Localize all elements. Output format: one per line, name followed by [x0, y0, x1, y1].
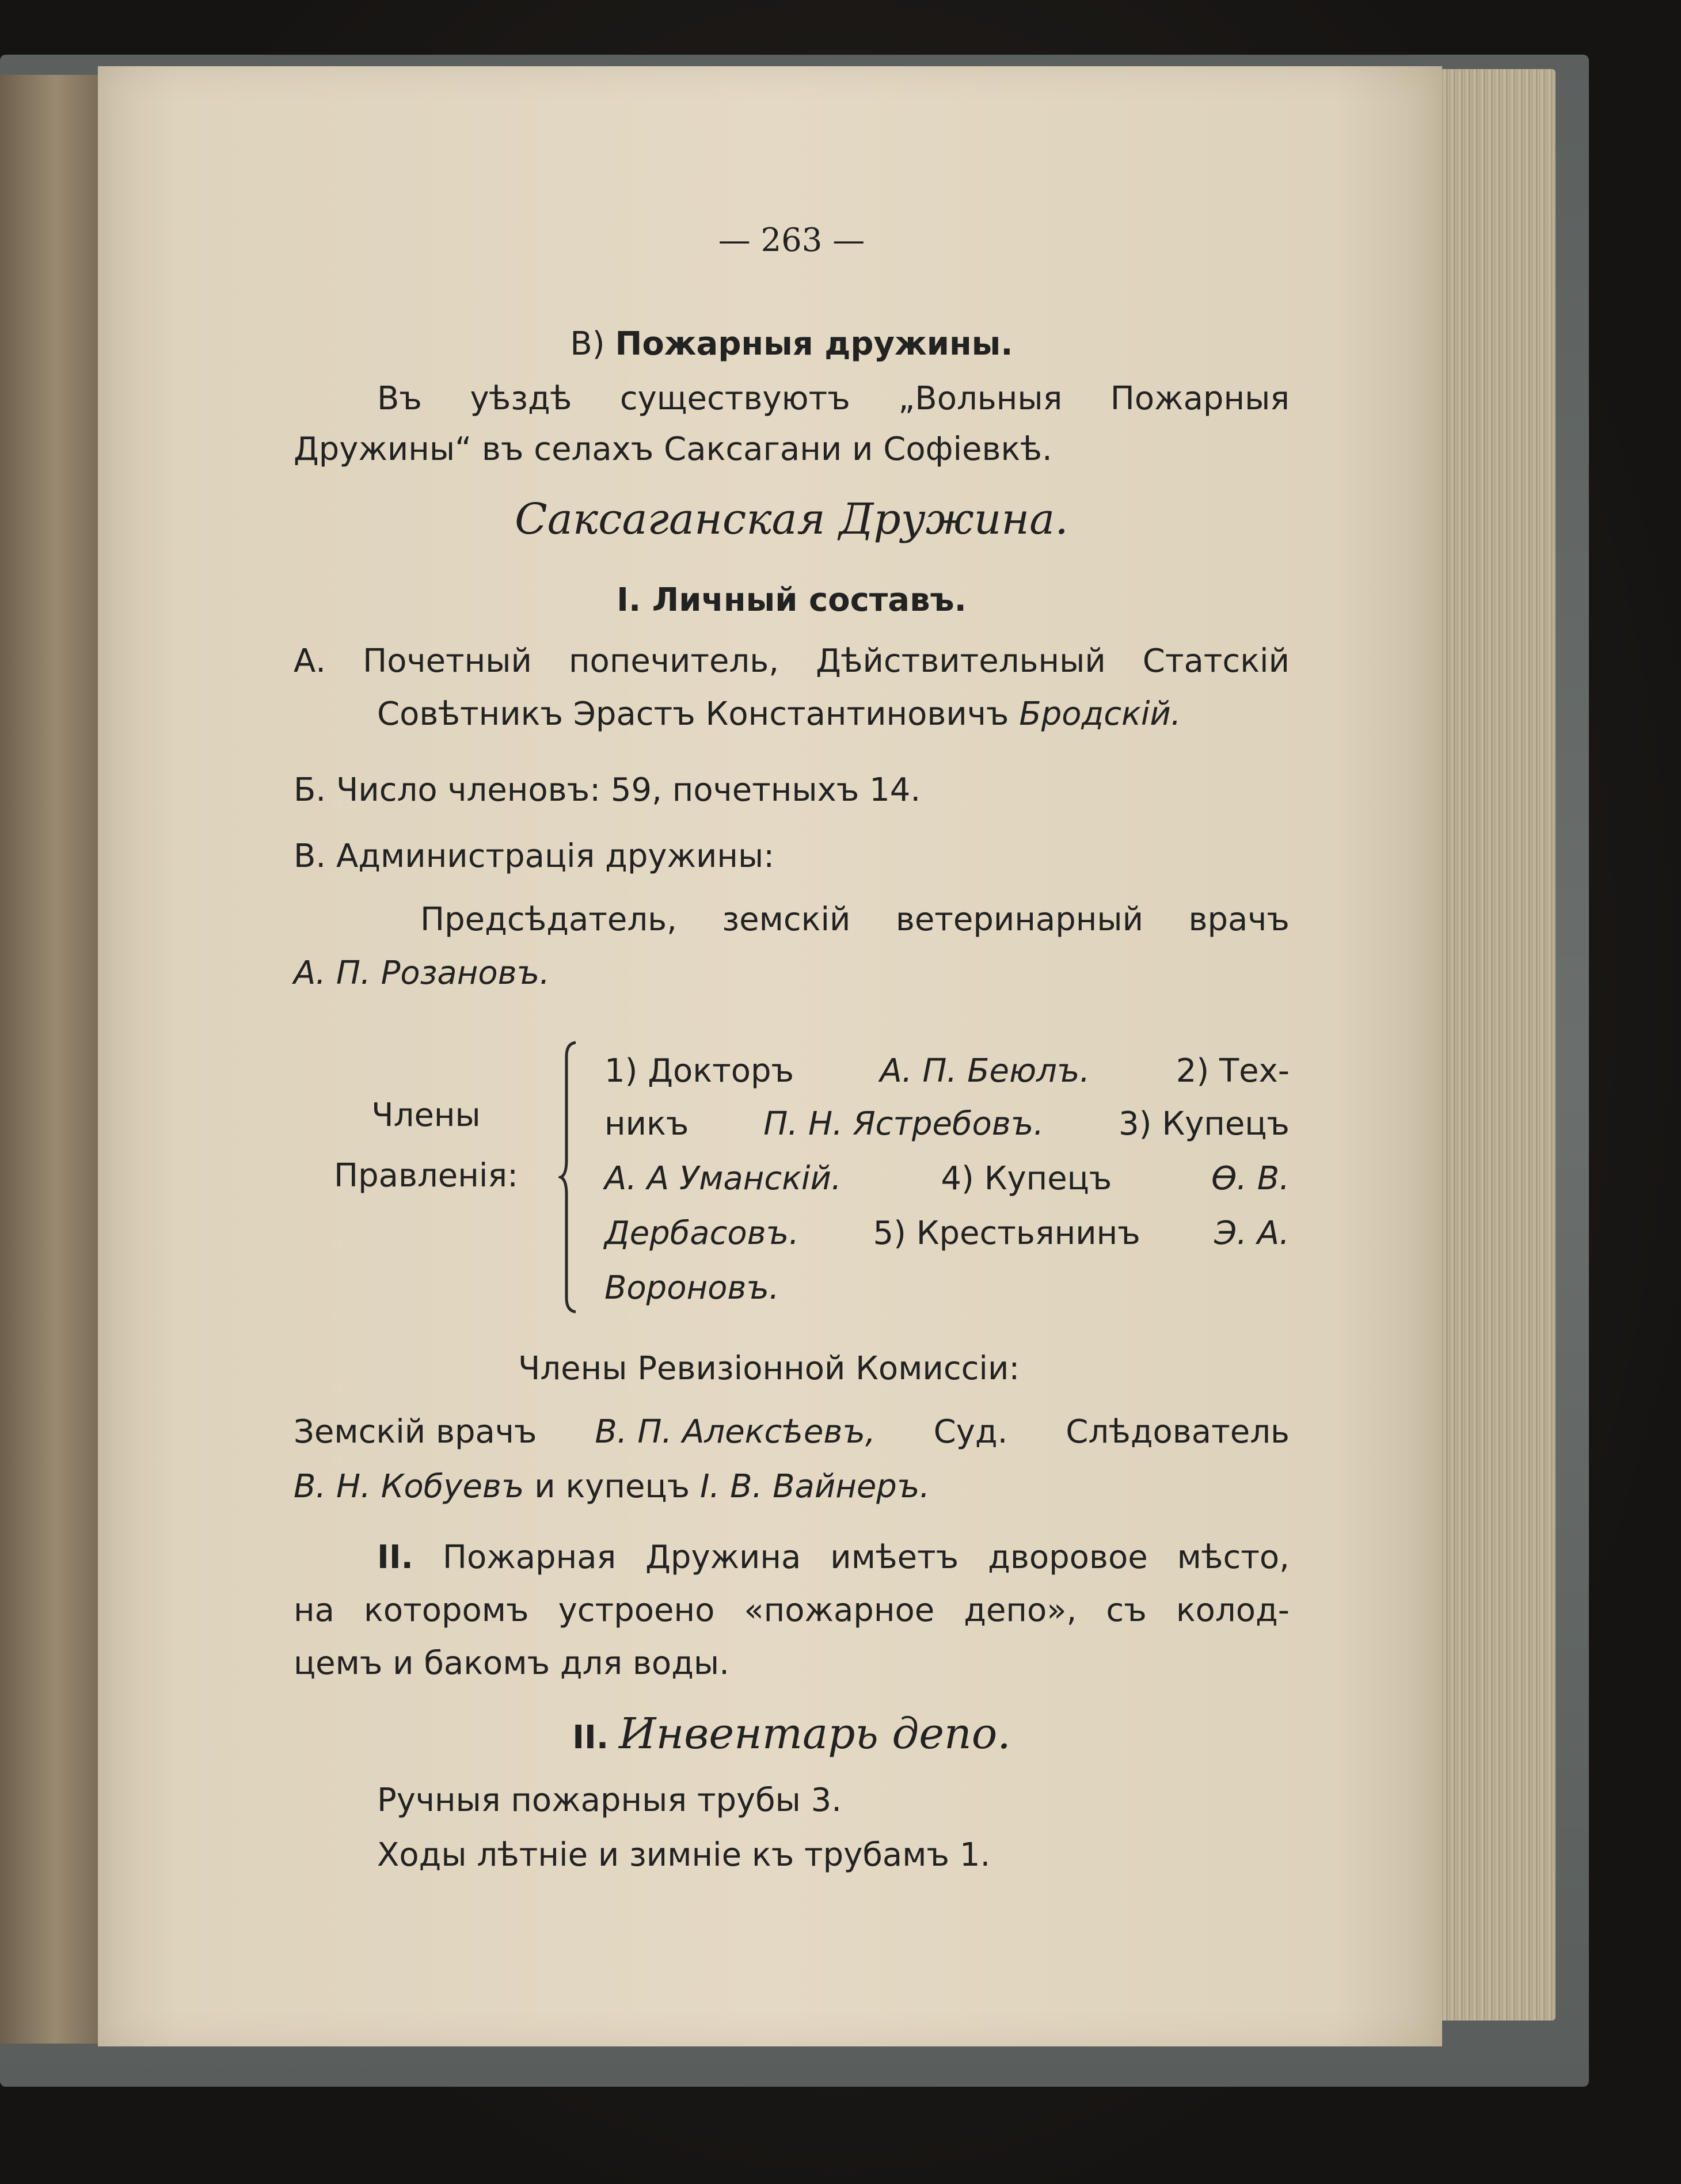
part-two-word: колод-: [1176, 1592, 1290, 1629]
item-a-surname: Бродскій.: [1019, 695, 1181, 733]
board-member-name: П. Н. Ястребовъ.: [763, 1105, 1044, 1143]
chairman-word: земскій: [722, 901, 851, 938]
inventory-item: Ручныя пожарныя трубы 3.: [377, 1782, 842, 1819]
item-a-word: попечитель,: [568, 642, 779, 680]
board-member-name: А. П. Беюлъ.: [880, 1052, 1090, 1090]
inventory-numeral: II.: [572, 1719, 609, 1756]
intro-word: существуютъ: [619, 380, 850, 417]
part-two-word: имѣетъ: [830, 1539, 959, 1576]
item-v: В. Администрація дружины:: [294, 838, 775, 875]
board-text: 3) Купецъ: [1119, 1105, 1290, 1143]
intro-word: Въ: [377, 380, 422, 417]
part-two-word: устроено: [558, 1592, 715, 1629]
chairman-word: Предсѣдатель,: [420, 901, 677, 938]
revision-text: Слѣдователь: [1066, 1413, 1290, 1451]
part-two-numeral: II.: [377, 1539, 413, 1576]
item-a-word: Почетный: [363, 642, 532, 680]
part-two-word: на: [294, 1592, 334, 1629]
part-one-heading: I. Личный составъ.: [617, 581, 967, 619]
board-line-4: [604, 1217, 1290, 1250]
part-two-line-2: [294, 1592, 1290, 1629]
board-member-name: Э. А.: [1214, 1215, 1290, 1252]
intro-line-2: Дружины“ въ селахъ Саксагани и Софіевкѣ.: [294, 431, 1052, 468]
board-line-3: [604, 1160, 1290, 1197]
board-text: 5) Крестьянинъ: [873, 1215, 1140, 1252]
section-v-title: Пожарныя дружины.: [615, 325, 1013, 363]
part-two-word: съ: [1106, 1592, 1147, 1629]
inventory-item: Ходы лѣтніе и зимніе къ трубамъ 1.: [377, 1836, 991, 1874]
board-text: никъ: [604, 1105, 689, 1143]
part-two-word: мѣсто,: [1177, 1539, 1290, 1576]
chairman-word: ветеринарный: [895, 901, 1144, 938]
revision-text: и купецъ: [524, 1468, 700, 1505]
item-a-line-2: [377, 695, 1290, 733]
left-page-edge: [0, 75, 103, 2044]
board-label-line-1: Члены: [371, 1097, 481, 1134]
item-a-word: А.: [294, 642, 326, 680]
intro-line-1: [377, 380, 1290, 417]
section-v-prefix: В): [570, 325, 605, 363]
part-two-line-3: цемъ и бакомъ для воды.: [294, 1645, 729, 1682]
chairman-name: А. П. Розановъ.: [294, 954, 550, 992]
revision-line-2: [294, 1468, 1290, 1505]
section-v-heading: [294, 325, 1290, 363]
board-text: 2) Тех-: [1176, 1052, 1290, 1090]
revision-member-name: В. Н. Кобуевъ: [294, 1468, 524, 1505]
item-a-word: Дѣйствительный: [816, 642, 1106, 680]
part-two-word: депо»,: [964, 1592, 1077, 1629]
board-text: 4) Купецъ: [941, 1160, 1112, 1197]
item-a-line-1: [294, 642, 1290, 680]
inventory-title: Инвентарь депо.: [618, 1709, 1011, 1759]
part-two-line-1: [377, 1539, 1290, 1576]
part-two-word: Дружина: [645, 1539, 801, 1576]
book-page: [98, 66, 1442, 2046]
revision-line-1: [294, 1413, 1290, 1451]
board-member-name: Ѳ. В.: [1211, 1160, 1290, 1197]
revision-heading: Члены Ревизіонной Комиссіи:: [518, 1350, 1020, 1387]
part-two-word: Пожарная: [442, 1539, 617, 1576]
board-line-1: [604, 1052, 1290, 1090]
part-two-word: которомъ: [364, 1592, 529, 1629]
item-a-text: Совѣтникъ Эрастъ Константиновичъ: [377, 695, 1020, 733]
intro-word: „Вольныя: [898, 380, 1063, 417]
revision-text: Суд.: [933, 1413, 1008, 1451]
board-label-line-2: Правленія:: [334, 1157, 518, 1194]
chairman-line-1: [420, 901, 1290, 938]
revision-member-name: І. В. Вайнеръ.: [699, 1468, 930, 1505]
druzhina-title: Саксаганская Дружина.: [515, 494, 1068, 544]
board-line-5: Вороновъ.: [604, 1269, 779, 1307]
item-a-word: Статскій: [1142, 642, 1290, 680]
revision-member-name: В. П. Алексѣевъ,: [595, 1413, 876, 1451]
board-member-name: Дербасовъ.: [604, 1215, 800, 1252]
revision-text: Земскій врачъ: [294, 1413, 537, 1451]
chairman-word: врачъ: [1188, 901, 1290, 938]
inventory-heading: [294, 1709, 1290, 1759]
page-number: — 263 —: [718, 222, 865, 259]
curly-brace: [558, 1039, 581, 1315]
page-edges: [1428, 69, 1556, 2021]
part-two-word: «пожарное: [744, 1592, 935, 1629]
board-line-2: [604, 1105, 1290, 1143]
board-member-name: А. А Уманскій.: [604, 1160, 842, 1197]
part-two-word: дворовое: [988, 1539, 1148, 1576]
item-b: Б. Число членовъ: 59, почетныхъ 14.: [294, 771, 921, 809]
board-text: 1) Докторъ: [604, 1052, 794, 1090]
intro-word: Пожарныя: [1110, 380, 1290, 417]
intro-word: уѣздѣ: [470, 380, 572, 417]
